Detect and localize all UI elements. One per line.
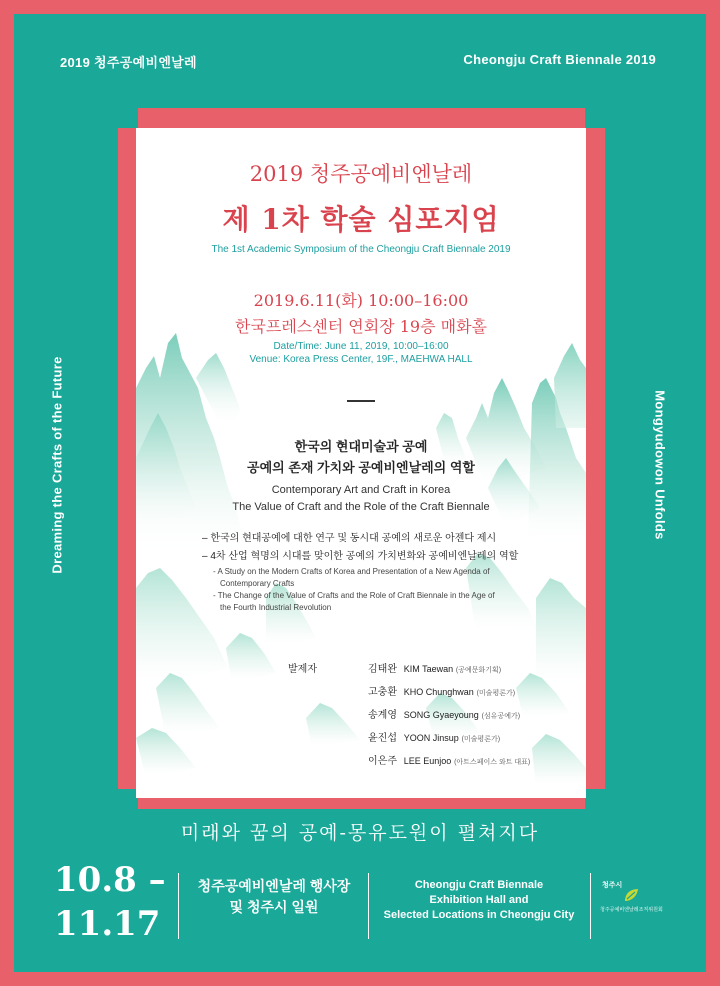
presenter-name-en: KIM Taewan	[403, 664, 454, 674]
presenter-name-ko: 김태완	[368, 664, 397, 675]
card-content	[136, 128, 586, 798]
presenter-name-ko: 이은주	[368, 756, 397, 767]
location-en	[370, 878, 588, 923]
presenter-row	[368, 660, 501, 675]
footer-divider	[368, 873, 369, 939]
side-text-right: Mongyudowon Unfolds	[652, 390, 668, 540]
presenter-role: (미술평론가)	[461, 736, 501, 743]
date-ko: 2019.6.11(화) 10:00–16:00	[253, 291, 469, 310]
point-ko: – 한국의 현대공예에 대한 연구 및 동시대 공예의 새로운 아젠다 제시	[202, 533, 497, 544]
title-ko-line2: 제 1차 학술 심포지엄	[222, 203, 500, 236]
point-en-line: the Fourth Industrial Revolution	[220, 603, 332, 612]
footer-divider	[178, 873, 179, 939]
header-right: Cheongju Craft Biennale 2019	[463, 52, 656, 67]
leaf-logo-icon	[622, 886, 640, 904]
symposium-card	[136, 128, 586, 798]
presenter-name-ko: 송계영	[368, 710, 397, 721]
organizer-logo	[596, 880, 676, 920]
location-ko-line: 및 청주시 일원	[229, 899, 319, 915]
location-ko-line: 청주공예비엔날레 행사장	[197, 878, 351, 894]
point-ko: – 4차 산업 혁명의 시대를 맞이한 공예의 가치변화와 공예비엔날레의 역할	[202, 551, 519, 562]
divider	[347, 400, 375, 402]
location-en-line: Exhibition Hall and	[429, 894, 529, 906]
presenter-row	[368, 706, 520, 721]
side-text-left: Dreaming the Crafts of the Future	[49, 356, 65, 574]
location-ko	[180, 876, 368, 918]
point-en-line: - A Study on the Modern Crafts of Korea and Presentation of a New Agenda of	[213, 567, 490, 576]
presenters-label: 발제자	[288, 664, 317, 675]
date-end: 11.17	[54, 904, 161, 944]
presenter-name-en: SONG Gyaeyoung	[403, 710, 479, 720]
venue-en: Venue: Korea Press Center, 19F., MAEHWA HALL	[249, 354, 473, 365]
footer-divider	[590, 873, 591, 939]
slogan: 미래와 꿈의 공예-몽유도원이 펼쳐지다	[180, 822, 540, 844]
presenter-row	[368, 752, 530, 767]
logo-city-text: 청주시	[602, 882, 623, 889]
topic-en-line2: The Value of Craft and the Role of the Craft Biennale	[232, 501, 490, 513]
date-en: Date/Time: June 11, 2019, 10:00–16:00	[273, 341, 449, 352]
exhibition-dates	[54, 858, 166, 946]
title-ko-line1: 2019 청주공예비엔날레	[249, 162, 473, 186]
key-points	[202, 530, 572, 614]
presenter-row	[368, 683, 515, 698]
topic-ko-line1: 한국의 현대미술과 공예	[294, 439, 428, 454]
presenter-row	[368, 729, 500, 744]
venue-ko: 한국프레스센터 연회장 19층 매화홀	[234, 317, 487, 336]
topic-en-line1: Contemporary Art and Craft in Korea	[271, 484, 451, 496]
topic-ko-line2: 공예의 존재 가치와 공예비엔날레의 역할	[247, 460, 475, 475]
header-left: 2019 청주공예비엔날레	[60, 55, 197, 70]
date-start: 10.8 –	[54, 860, 166, 900]
point-en	[202, 566, 572, 614]
presenter-name-ko: 고충환	[368, 687, 397, 698]
presenter-role: (미술평론가)	[476, 690, 516, 697]
presenter-name-en: LEE Eunjoo	[403, 756, 452, 766]
location-en-line: Cheongju Craft Biennale	[414, 879, 544, 891]
point-en-line: - The Change of the Value of Crafts and the Role of Craft Biennale in the Age of	[213, 591, 495, 600]
presenter-name-ko: 윤진섭	[368, 733, 397, 744]
presenter-role: (섬유공예가)	[481, 713, 521, 720]
presenter-name-en: YOON Jinsup	[403, 733, 459, 743]
presenter-role: (공예문화기획)	[455, 667, 502, 674]
location-en-line: Selected Locations in Cheongju City	[383, 909, 575, 921]
logo-org-text: 청주공예비엔날레조직위원회	[600, 907, 663, 913]
title-en: The 1st Academic Symposium of the Cheongju Craft Biennale 2019	[211, 244, 511, 255]
point-en-line: Contemporary Crafts	[220, 579, 295, 588]
presenter-name-en: KHO Chunghwan	[403, 687, 474, 697]
presenter-role: (아트스페이스 와트 대표)	[454, 759, 531, 766]
